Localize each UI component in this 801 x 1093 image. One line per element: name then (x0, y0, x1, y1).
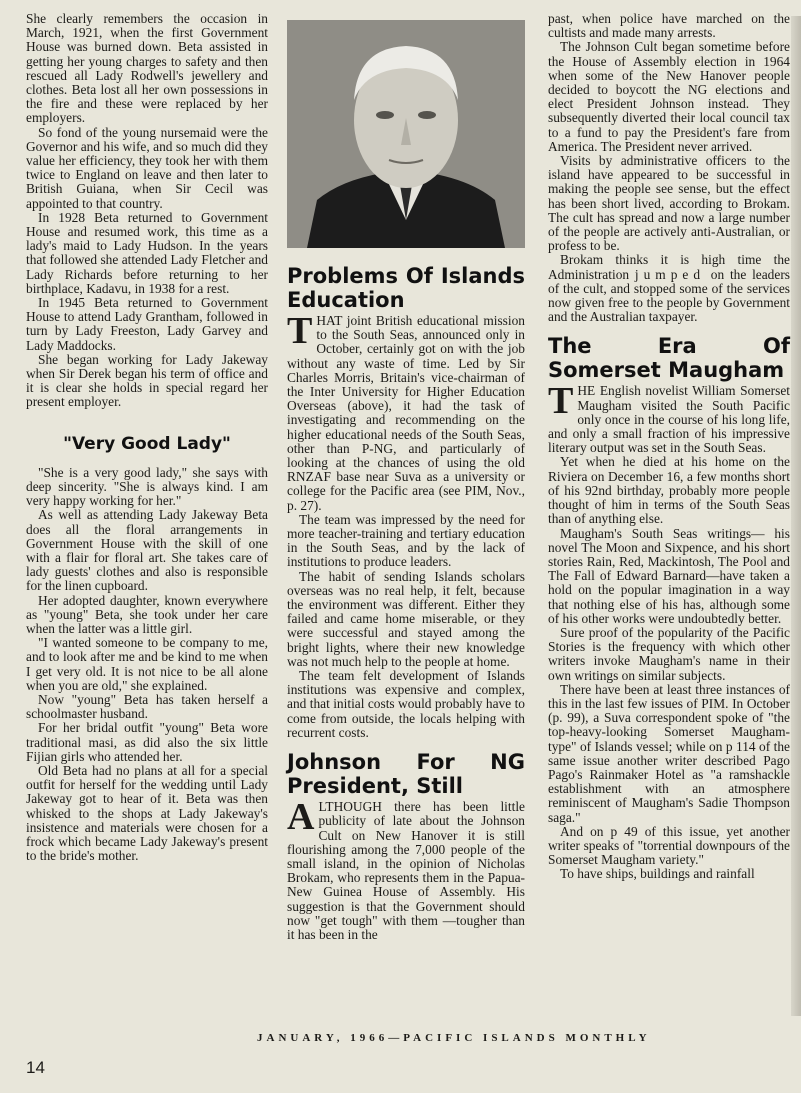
paragraph: And on p 49 of this issue, yet another writer speaks of "torrential downpours of the Somerset Maugham variety." (548, 823, 790, 868)
paragraph: THE English novelist William Somerset Maugham visited the South Pacific only once in the course of his long life, and only a small fraction of his impressive literary output was set in the South Seas. (548, 380, 790, 456)
paragraph: There have been at least three instances of this in the last few issues of PIM. In October (p. 99), a Suva correspondent spoke of "the top-heavy-looking Somerset Maugham-type" of Islands vessel; while on p 114 of the same issue another writer described Pago Pago's Rainmaker Hotel as "a ramshackle establishment with an atmosphere reminiscent of Maugham's Sadie Thompson saga." (548, 681, 790, 825)
headline-johnson-ng: Johnson For NG President, Still (287, 750, 525, 799)
paragraph: The habit of sending Islands scholars overseas was no real help, it felt, because the environment was different. Either they failed and came home miserable, or they were successful and stayed among the bright lights, where their new knowledge was not much help to the people at home. (287, 568, 525, 669)
paragraph: She clearly remembers the occasion in March, 1921, when the first Government House was burned down. Beta assisted in getting her young charges to safety and then rescued all Lady Rodwell's jewellery and clothes. Beta lost all her own possessions in the fire and these were replaced by her employers. (26, 11, 268, 126)
paragraph: Her adopted daughter, known everywhere as "young" Beta, she took under her care when the latter was a little girl. (26, 592, 268, 636)
paragraph: The Johnson Cult began sometime before the House of Assembly election in 1964 when some of the New Hanover people decided to boycott the NG elections and elect President Johnson instead. They subsequently diverted their local council tax to a fund to pay the President's fare from America. The President never arrived. (548, 39, 790, 154)
paragraph: In 1928 Beta returned to Government House and resumed work, this time as a lady's maid to Lady Hudson. In the years that followed she attended Lady Fletcher and Lady Richards before returning to her birthplace, Kadavu, in 1938 for a rest. (26, 209, 268, 296)
paragraph: Maugham's South Seas writings— his novel The Moon and Sixpence, and his short stories Rain, Red, Mackintosh, The Pool and The Fall of Edward Barnard—have taken a hold on the popular imagination in a way that nothing else of his has, although some of his other works were undoubtedly better. (548, 525, 790, 626)
portrait-illustration (287, 20, 525, 248)
paragraph: For her bridal outfit "young" Beta wore traditional masi, as did also the six little Fijian girls who attended her. (26, 720, 268, 764)
paragraph: So fond of the young nursemaid were the Governor and his wife, and so much did they value her efficiency, they took her with them twice to England on leave and then later to British Guiana, when Sir Cecil was appointed to that country. (26, 124, 268, 211)
page-number: 14 (26, 1058, 45, 1077)
paragraph: THAT joint British educational mission to the South Seas, announced only in October, certainly got on with the job without any waste of time. Led by Sir Charles Morris, Britain's vice-chairman of the Inter University for Higher Education Overseas (above), it had the task of investigating and recommending on the higher educational needs of the South Seas, other than P-NG, and particularly of looking at the chances of using the old RNZAF base near Suva as a university or college for the Pacific area (see PIM, Nov., p. 27). (287, 310, 525, 513)
column-1 (26, 12, 268, 863)
portrait-photo (287, 20, 525, 248)
paragraph: Old Beta had no plans at all for a special outfit for herself for the wedding until Lady Jakeway got to hear of it. Beta was then whisked to the shops at Lady Jakeway's insistence and materials were chosen for a frock which became Lady Jakeway's present to the bride's mother. (26, 762, 268, 864)
page-edge-shadow (791, 16, 801, 1016)
running-footer: JANUARY, 1966—PACIFIC ISLANDS MONTHLY (257, 1032, 651, 1044)
paragraph: "She is a very good lady," she says with deep sincerity. "She is always kind. I am very happy working for her." (26, 464, 268, 509)
dropcap: A (287, 796, 315, 839)
subheading-very-good-lady: "Very Good Lady" (63, 433, 231, 454)
paragraph: Now "young" Beta has taken herself a schoolmaster husband. (26, 691, 268, 722)
column-3 (548, 12, 790, 882)
paragraph: Brokam thinks it is high time the Administration jumped on the leaders of the cult, and stopped some of the services now given free to the people by Government and the Australian taxpayer. (548, 252, 790, 325)
paragraph: Sure proof of the popularity of the Pacific Stories is the frequency with which other writers invoke Maugham's name in their own writings on similar subjects. (548, 624, 790, 683)
paragraph: Visits by administrative officers to the island have appeared to be successful in making the people see sense, but the effect has been short lived, according to Brokam. The cult has spread and now a large number of the people are actively anti-Australian, or profess to be. (548, 153, 790, 254)
paragraph: She began working for Lady Jakeway when Sir Derek began his term of office and it is clear she holds in special regard her present employer. (26, 351, 268, 410)
paragraph: "I wanted someone to be company to me, and to look after me and be kind to me when I get very old. It is not nice to be all alone when you are old," she explained. (26, 635, 268, 693)
dropcap: T (287, 310, 313, 352)
paragraph: Yet when he died at his home on the Riviera on December 16, a few months short of his 92nd birthday, probably more people thought of him in terms of the South Seas than of anything else. (548, 454, 790, 527)
paragraph: The team felt development of Islands institutions was expensive and complex, and that initial costs would probably have to come from outside, the locals helping with recurrent costs. (287, 668, 525, 740)
headline-islands-education: Problems Of Islands Education (287, 264, 525, 312)
dropcap: T (548, 380, 574, 423)
paragraph: To have ships, buildings and rainfall (560, 866, 755, 882)
paragraph: past, when police have marched on the cultists and made many arrests. (548, 11, 790, 41)
paragraph: In 1945 Beta returned to Government House to attend Lady Grantham, followed in turn by Lady Freeston, Lady Garvey and Lady Maddocks. (26, 295, 268, 353)
column-2 (287, 12, 525, 942)
paragraph: The team was impressed by the need for more teacher-training and tertiary education in the South Seas, and by the lack of institutions to produce leaders. (287, 511, 525, 570)
paragraph: As well as attending Lady Jakeway Beta does all the floral arrangements in Government House with the skill of one with a flair for floral art. She takes care of lady guests' clothes and also is responsible for the linen cupboard. (26, 507, 268, 594)
paragraph: ALTHOUGH there has been little publicity of late about the Johnson Cult on New Hanover it is still flourishing among the 7,000 people of the small island, in the opinion of Nicholas Brokam, who represents them in the Papua-New Guinea House of Assembly. His suggestion is that the Government should now "get tough" with them —tougher than it has been in the (287, 796, 525, 942)
headline-somerset-maugham: The Era Of Somerset Maugham (548, 334, 790, 383)
